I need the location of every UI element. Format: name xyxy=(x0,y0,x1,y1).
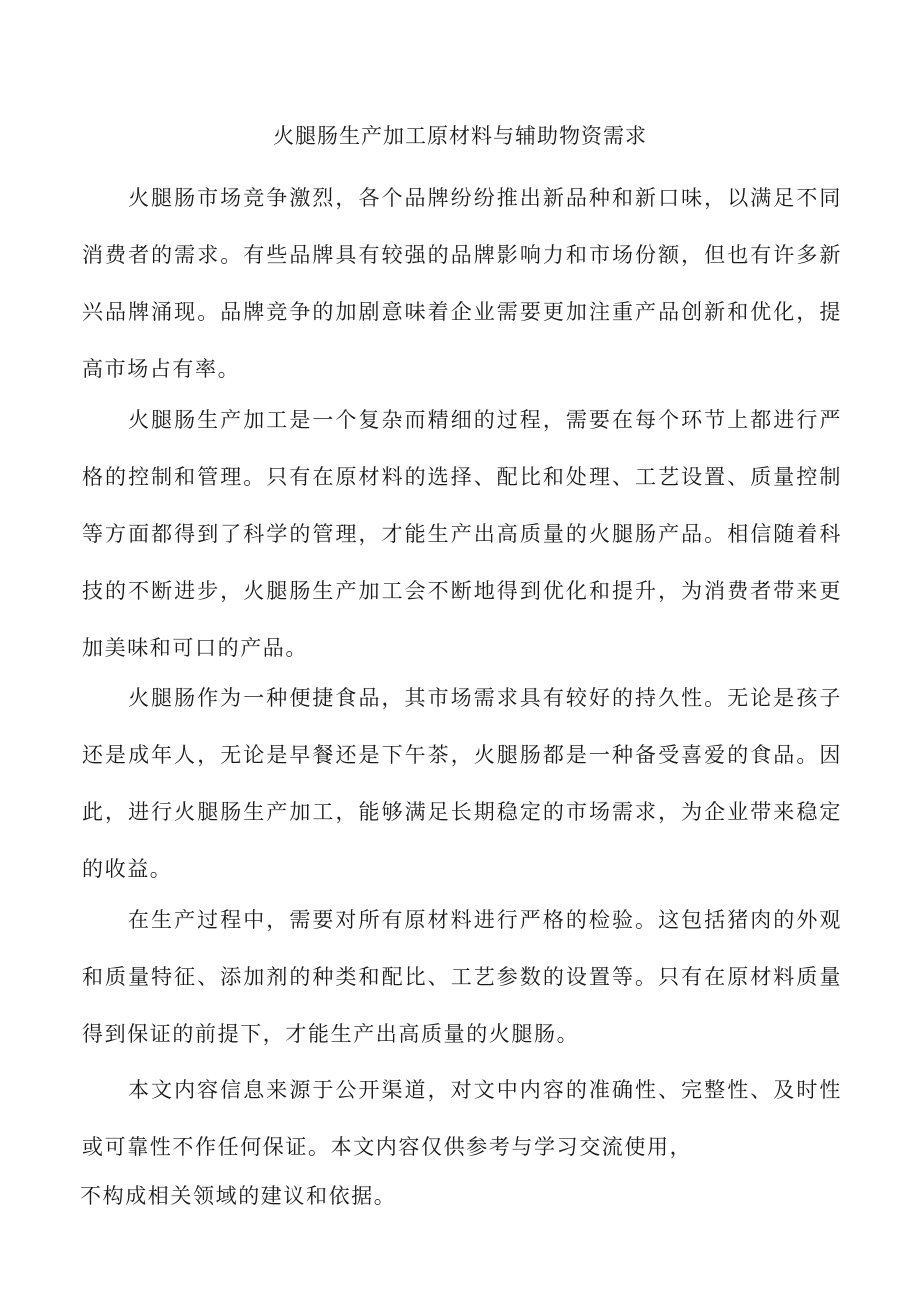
paragraph-production-process: 火腿肠生产加工是一个复杂而精细的过程，需要在每个环节上都进行严格的控制和管理。只有在原材料的选择、配比和处理、工艺设置、质量控制等方面都得到了科学的管理，才能生产出高质量的火腿肠产品。相信随着科技的不断进步，火腿肠生产加工会不断地得到优化和提升，为消费者带来更加美味和可口的产品。 xyxy=(82,408,842,660)
disclaimer xyxy=(82,1062,842,1216)
disclaimer-line-1: 本文内容信息来源于公开渠道，对文中内容的准确性、完整性、及时性或可靠性不作任何保证。本文内容仅供参考与学习交流使用， xyxy=(82,1078,842,1159)
paragraph-market-competition: 火腿肠市场竞争激烈，各个品牌纷纷推出新品种和新口味，以满足不同消费者的需求。有些品牌具有较强的品牌影响力和市场份额，但也有许多新兴品牌涌现。品牌竞争的加剧意味着企业需要更加注重产品创新和优化，提高市场占有率。 xyxy=(82,186,842,381)
disclaimer-line-2: 不构成相关领域的建议和依据。 xyxy=(80,1184,397,1208)
paragraph-market-demand: 火腿肠作为一种便捷食品，其市场需求具有较好的持久性。无论是孩子还是成年人，无论是早餐还是下午茶，火腿肠都是一种备受喜爱的食品。因此，进行火腿肠生产加工，能够满足长期稳定的市场需求，为企业带来稳定的收益。 xyxy=(82,686,842,881)
document-title: 火腿肠生产加工原材料与辅助物资需求 xyxy=(273,124,647,148)
paragraph-raw-material-inspection: 在生产过程中，需要对所有原材料进行严格的检验。这包括猪肉的外观和质量特征、添加剂的种类和配比、工艺参数的设置等。只有在原材料质量得到保证的前提下，才能生产出高质量的火腿肠。 xyxy=(82,908,842,1046)
